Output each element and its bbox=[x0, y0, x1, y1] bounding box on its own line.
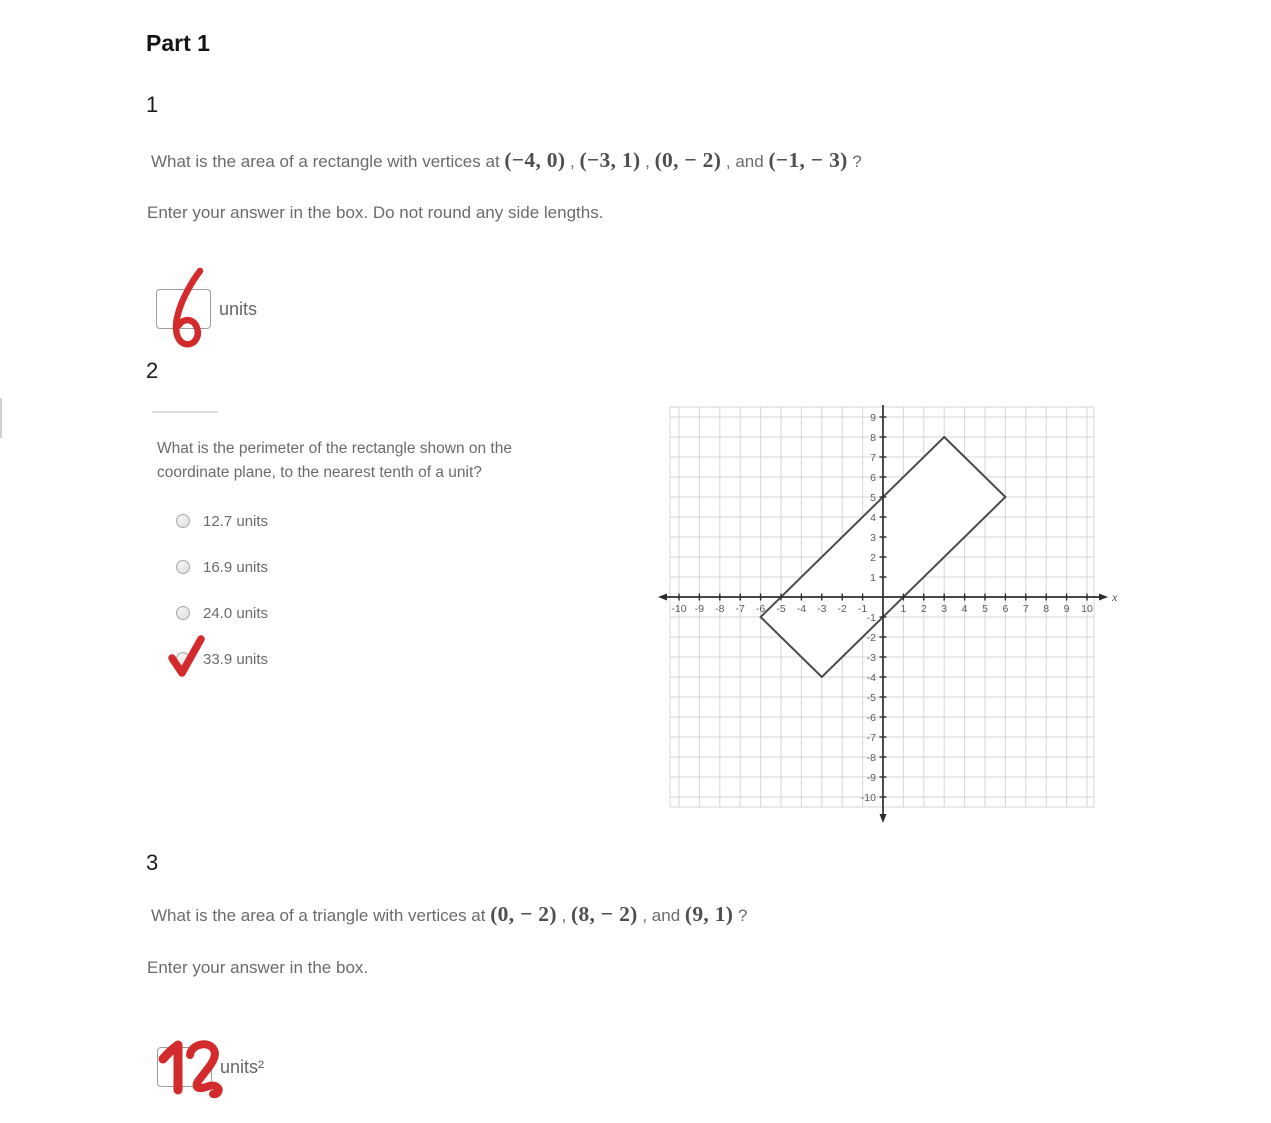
y-tick-label: 2 bbox=[870, 551, 876, 564]
option-label: 24.0 units bbox=[203, 604, 269, 622]
q1-instruction: Enter your answer in the box. Do not round any side lengths. bbox=[147, 203, 604, 222]
x-axis-label: x bbox=[1112, 590, 1118, 604]
x-tick-label: -5 bbox=[776, 603, 786, 615]
radio-button[interactable] bbox=[176, 560, 190, 574]
option-row-2[interactable] bbox=[176, 552, 268, 582]
screenshot-edge-artifact bbox=[0, 398, 2, 438]
x-tick-label: 2 bbox=[920, 603, 927, 615]
x-tick-label: -7 bbox=[735, 603, 745, 615]
coordinate-plane bbox=[650, 398, 1128, 830]
y-tick-label: -4 bbox=[866, 671, 876, 684]
radio-button[interactable] bbox=[176, 514, 190, 528]
x-tick-label: 5 bbox=[982, 603, 988, 615]
x-tick-label: 6 bbox=[1002, 603, 1009, 615]
x-tick-label: -9 bbox=[694, 603, 705, 615]
q3-unit-label: units² bbox=[220, 1056, 265, 1077]
y-tick-label: -2 bbox=[866, 631, 876, 644]
part-title: Part 1 bbox=[146, 30, 210, 56]
q3-instruction: Enter your answer in the box. bbox=[147, 958, 369, 977]
option-label: 16.9 units bbox=[203, 558, 269, 576]
option-label: 12.7 units bbox=[203, 512, 269, 530]
x-tick-label: 3 bbox=[941, 603, 948, 615]
option-row-1[interactable] bbox=[176, 506, 268, 536]
x-tick-label: 10 bbox=[1081, 603, 1093, 615]
x-tick-label: 8 bbox=[1043, 603, 1050, 615]
option-label: 33.9 units bbox=[203, 650, 269, 668]
x-tick-label: 9 bbox=[1063, 603, 1070, 615]
x-tick-label: -8 bbox=[715, 603, 725, 615]
handwritten-answer-6-ink bbox=[163, 266, 209, 352]
y-tick-label: 5 bbox=[870, 491, 876, 504]
x-tick-label: -10 bbox=[671, 603, 687, 615]
q3-prompt: What is the area of a triangle with vertices at (0, − 2) , (8, − 2) , and (9, 1) ? bbox=[151, 902, 748, 926]
y-tick-label: -9 bbox=[866, 771, 876, 784]
x-tick-label: -3 bbox=[817, 603, 827, 615]
x-tick-label: 7 bbox=[1022, 603, 1029, 615]
y-tick-label: 8 bbox=[870, 431, 876, 444]
y-tick-label: -10 bbox=[860, 791, 876, 804]
radio-button[interactable] bbox=[176, 606, 190, 620]
q2-prompt: What is the perimeter of the rectangle shown on the coordinate plane, to the nearest tenth of a unit? bbox=[157, 440, 512, 481]
q1-prompt: What is the area of a rectangle with vertices at (−4, 0) , (−3, 1) , (0, − 2) , and (−1, − 3) ? bbox=[151, 148, 862, 172]
y-axis-bottom-arrow bbox=[880, 814, 887, 823]
y-tick-label: 9 bbox=[870, 411, 876, 424]
x-tick-label: -4 bbox=[796, 603, 807, 615]
x-tick-label: -2 bbox=[837, 603, 847, 615]
q3-number: 3 bbox=[146, 850, 159, 875]
q2-number: 2 bbox=[146, 358, 159, 383]
x-tick-label: 1 bbox=[900, 603, 907, 615]
y-tick-label: -3 bbox=[866, 651, 876, 664]
handwritten-answer-12-ink bbox=[154, 1038, 234, 1104]
y-tick-label: -8 bbox=[866, 751, 876, 764]
y-tick-label: 3 bbox=[870, 531, 876, 544]
y-tick-label: 7 bbox=[870, 451, 876, 464]
y-tick-label: 6 bbox=[870, 471, 876, 484]
red-checkmark-ink bbox=[167, 633, 205, 679]
x-axis-right-arrow bbox=[1099, 594, 1108, 601]
y-tick-label: 4 bbox=[870, 511, 876, 524]
option-row-3[interactable] bbox=[176, 598, 268, 628]
y-tick-label: -6 bbox=[866, 711, 876, 724]
q1-unit-label: units bbox=[219, 298, 258, 319]
y-tick-label: -5 bbox=[866, 691, 876, 704]
x-tick-label: -6 bbox=[755, 603, 766, 615]
y-tick-label: 1 bbox=[870, 571, 876, 584]
option-row-4[interactable] bbox=[176, 644, 268, 674]
y-tick-label: -1 bbox=[866, 611, 876, 624]
x-axis-left-arrow bbox=[658, 594, 667, 601]
y-tick-label: -7 bbox=[866, 731, 876, 744]
q2-options bbox=[176, 506, 268, 690]
q1-number: 1 bbox=[146, 92, 159, 117]
x-tick-label: -1 bbox=[857, 603, 868, 615]
divider bbox=[152, 411, 218, 413]
x-tick-label: 4 bbox=[961, 603, 968, 615]
